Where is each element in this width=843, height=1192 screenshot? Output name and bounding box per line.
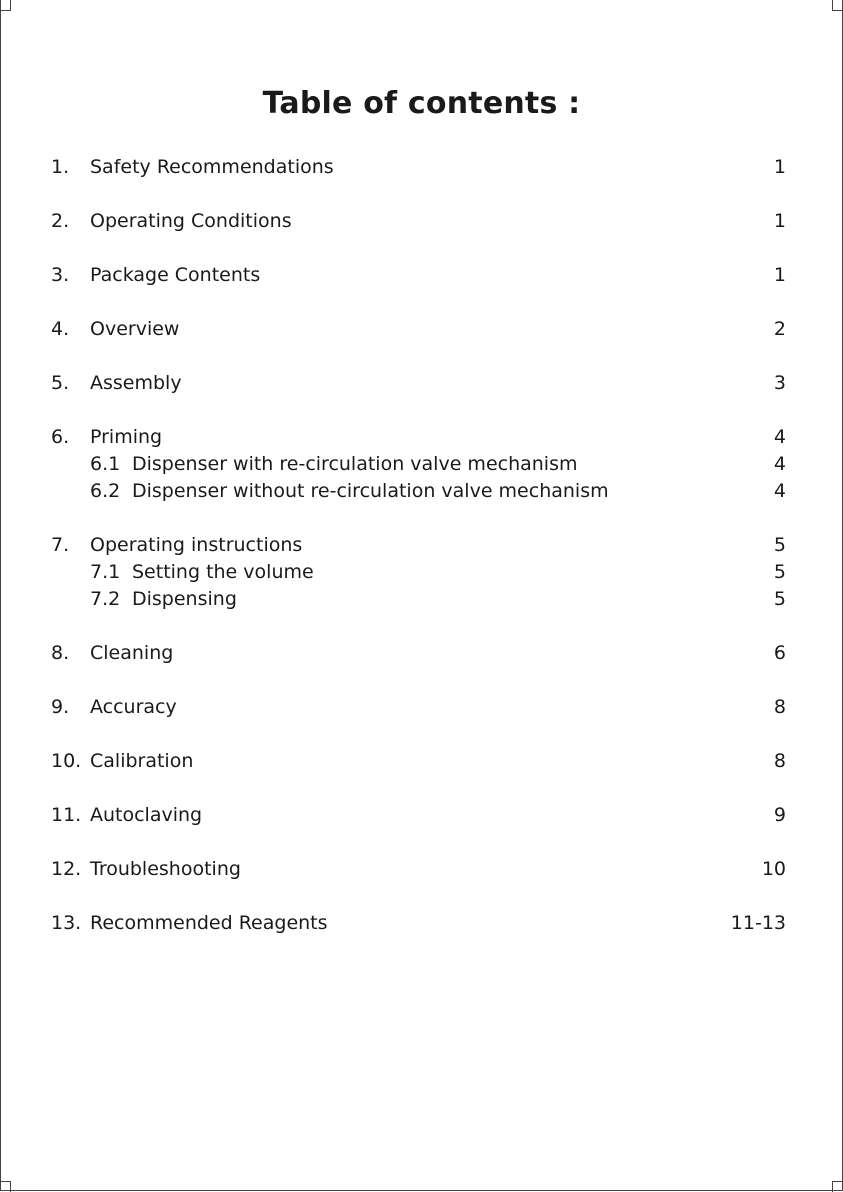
toc-entry-page: 5 (773, 534, 786, 556)
toc-entry-label: Troubleshooting (90, 858, 241, 880)
toc-entry-number: 3. (51, 264, 70, 286)
toc-entry (51, 802, 786, 829)
toc-entry-number: 1. (51, 156, 70, 178)
toc-entry-label: Priming (90, 426, 163, 448)
crop-mark-bottom-right (832, 1181, 843, 1192)
toc-entry-page: 11-13 (730, 912, 786, 934)
toc-entry-page: 1 (773, 264, 786, 286)
toc-entry-page: 5 (773, 561, 786, 583)
table-of-contents (51, 154, 786, 937)
toc-entry (51, 910, 786, 937)
toc-entry (51, 262, 786, 289)
toc-entry-label: Setting the volume (132, 561, 314, 583)
toc-entry (51, 748, 786, 775)
toc-entry (51, 316, 786, 343)
crop-mark-top-right (832, 0, 843, 11)
crop-mark-top-left (0, 0, 11, 11)
toc-entry-number: 8. (51, 642, 70, 664)
toc-entry-label: Dispenser without re-circulation valve mechanism (132, 480, 609, 502)
toc-entry-number: 7.2 (90, 588, 121, 610)
toc-entry-page: 9 (773, 804, 786, 826)
page-title: Table of contents : (262, 86, 581, 121)
toc-entry-number: 10. (51, 750, 82, 772)
toc-entry-number: 7.1 (90, 561, 121, 583)
toc-entry-number: 6.1 (90, 453, 121, 475)
toc-entry (51, 208, 786, 235)
toc-subentry (51, 586, 786, 613)
toc-entry-label: Package Contents (90, 264, 261, 286)
toc-entry-page: 5 (773, 588, 786, 610)
toc-entry-page: 4 (773, 426, 786, 448)
toc-entry-number: 13. (51, 912, 82, 934)
toc-entry-page: 2 (773, 318, 786, 340)
toc-entry-label: Recommended Reagents (90, 912, 328, 934)
toc-entry-page: 4 (773, 453, 786, 475)
toc-entry-number: 7. (51, 534, 70, 556)
toc-entry-number: 11. (51, 804, 82, 826)
toc-entry (51, 370, 786, 397)
toc-entry-page: 3 (773, 372, 786, 394)
toc-entry-number: 6.2 (90, 480, 121, 502)
toc-entry (51, 154, 786, 181)
toc-entry-label: Cleaning (90, 642, 174, 664)
toc-entry-page: 1 (773, 210, 786, 232)
toc-subentry (51, 451, 786, 478)
toc-entry-number: 2. (51, 210, 70, 232)
toc-entry-page: 6 (773, 642, 786, 664)
toc-entry-page: 4 (773, 480, 786, 502)
toc-entry-label: Operating Conditions (90, 210, 292, 232)
toc-entry-label: Assembly (90, 372, 182, 394)
toc-entry (51, 424, 786, 451)
toc-entry-page: 1 (773, 156, 786, 178)
toc-entry (51, 856, 786, 883)
toc-subentry (51, 559, 786, 586)
toc-entry-label: Calibration (90, 750, 194, 772)
toc-entry-label: Safety Recommendations (90, 156, 334, 178)
toc-entry-label: Autoclaving (90, 804, 203, 826)
toc-entry-label: Dispenser with re-circulation valve mechanism (132, 453, 578, 475)
toc-entry-number: 4. (51, 318, 70, 340)
toc-entry-label: Accuracy (90, 696, 177, 718)
toc-entry-number: 5. (51, 372, 70, 394)
toc-entry-number: 9. (51, 696, 70, 718)
toc-entry (51, 694, 786, 721)
toc-entry (51, 532, 786, 559)
toc-entry-number: 6. (51, 426, 70, 448)
toc-entry-page: 10 (761, 858, 786, 880)
crop-mark-bottom-left (0, 1181, 11, 1192)
toc-entry-page: 8 (773, 750, 786, 772)
toc-entry-number: 12. (51, 858, 82, 880)
toc-subentry (51, 478, 786, 505)
toc-entry-label: Dispensing (132, 588, 237, 610)
toc-entry-page: 8 (773, 696, 786, 718)
toc-entry-label: Operating instructions (90, 534, 303, 556)
toc-entry (51, 640, 786, 667)
toc-entry-label: Overview (90, 318, 180, 340)
